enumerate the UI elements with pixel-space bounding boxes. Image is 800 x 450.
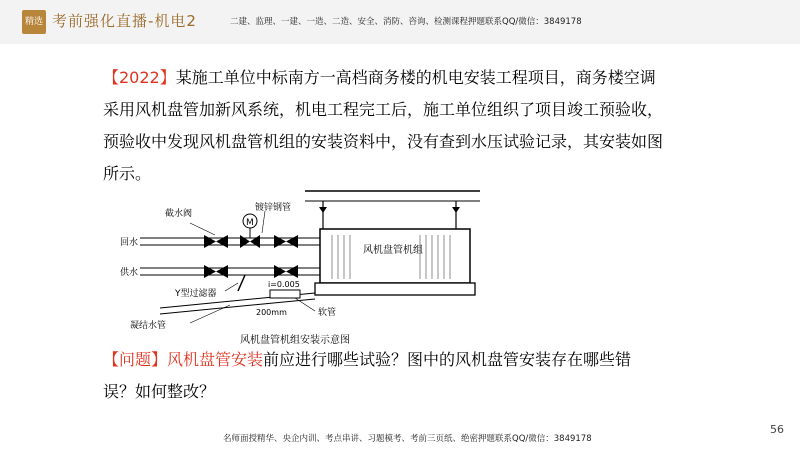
cutoff-valve-label: 截水阀 xyxy=(165,209,193,219)
galvanized-pipe-label: 镀锌钢管 xyxy=(255,203,292,213)
hose-label: 软管 xyxy=(318,308,337,318)
page-number: 56 xyxy=(770,423,784,436)
problem-tag: 【问题】 xyxy=(103,350,168,369)
fan-coil-unit xyxy=(320,229,470,283)
header-bar xyxy=(0,0,800,44)
drain-pan xyxy=(315,283,475,295)
hanger-nut-left xyxy=(319,207,327,213)
problem-highlight: 风机盘管安装 xyxy=(167,350,264,369)
slope-label: i=0.005 xyxy=(268,280,300,289)
problem-text: 前应进行哪些试验？图中的风机盘管安装存在哪些错误？如何整改？ xyxy=(103,350,632,401)
supply-water-label: 供水 xyxy=(120,268,139,278)
unit-label: 风机盘管机组 xyxy=(363,245,423,256)
brand-logo: 精选 xyxy=(22,10,46,34)
header-contact: 二建、监理、一建、一造、二造、安全、消防、咨询、检测课程押题联系QQ/微信：3849178 xyxy=(230,17,582,27)
page-title: 考前强化直播-机电2 xyxy=(52,12,197,30)
condensate-label: 凝结水管 xyxy=(130,321,167,331)
return-water-label: 回水 xyxy=(120,238,139,248)
hanger-nut-right xyxy=(452,207,460,213)
condensate-pipe-lower xyxy=(160,299,315,314)
y-filter-icon xyxy=(238,275,245,291)
question-tag: 【2022】 xyxy=(103,68,176,87)
question-text: 某施工单位中标南方一高档商务楼的机电安装工程项目，商务楼空调采用风机盘管加新风系统，机电工程完工后，施工单位组织了项目竣工预验收，预验收中发现风机盘管机组的安装资料中，没有查到水压试验记录，其安装如图所示。 xyxy=(103,68,664,183)
motor-valve-label: M xyxy=(246,218,254,228)
diagram-caption: 风机盘管机组安装示意图 xyxy=(240,335,350,346)
hose-segment xyxy=(270,290,300,298)
question-paragraph xyxy=(103,62,663,190)
motor-valve-body-left xyxy=(240,235,250,248)
y-filter-label: Y型过滤器 xyxy=(175,289,217,299)
motor-valve-body-right xyxy=(250,235,260,248)
distance-label: 200mm xyxy=(256,308,287,317)
footer-contact: 名师面授精华、央企内训、考点串讲、习题模考、考前三页纸、绝密押题联系QQ/微信：3849178 xyxy=(223,434,592,444)
fan-coil-diagram xyxy=(120,183,480,348)
problem-paragraph xyxy=(103,344,663,408)
